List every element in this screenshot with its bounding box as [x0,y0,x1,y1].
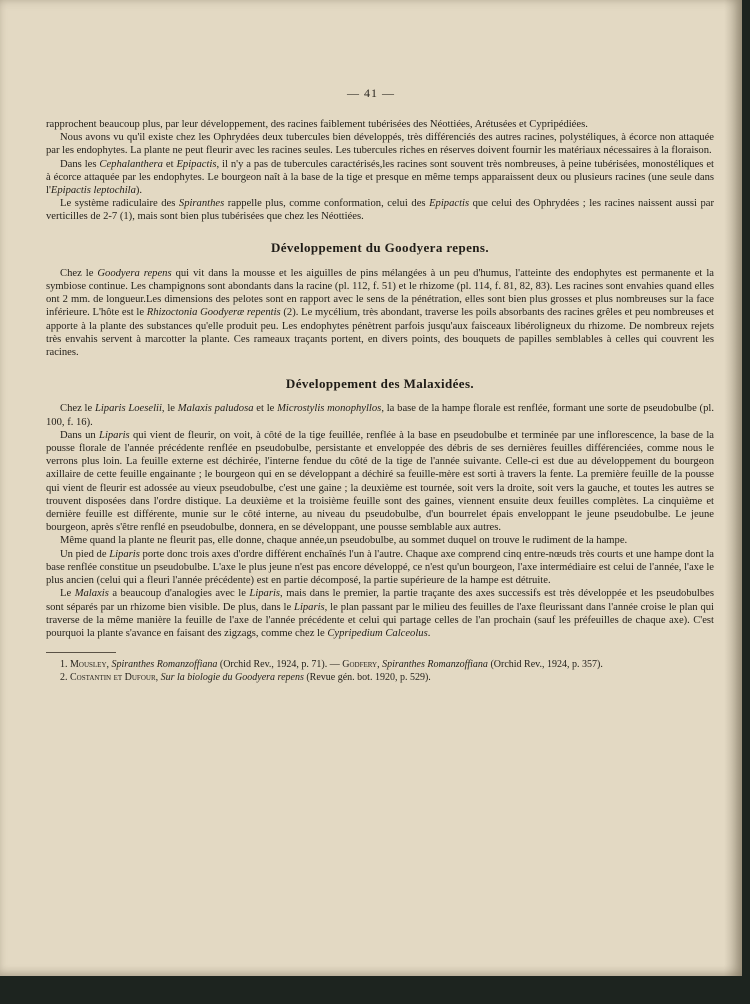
intro-paragraph: rapprochent beaucoup plus, par leur développement, des racines faiblement tubérisées des Néottiées, Arétusées et Cypripédiées. [46,119,588,130]
footnote-1: 1. Mousley, Spiranthes Romanzoffiana (Orchid Rev., 1924, p. 71). — Godfery, Spiranthes Romanzoffiana (Orchid Rev., 1924, p. 357). [60,659,603,671]
section-heading-malaxidees: Développement des Malaxidées. [285,376,475,392]
malaxidees-paragraph: Un pied de Liparis porte donc trois axes d'ordre différent enchaînés l'un à l'autre. Chaque axe comprend cinq entre-nœuds très courts et une hampe dont la base renflée constitue un pseudobulbe. L'axe le plus jeune n'est pas encore développé, ce n'est qu'un bourgeon, l'axe intermédiaire est celui de l'année, l'axe le plus ancien (celui qui a fleuri l'année précédente) est en partie décomposé, la partie supérieure de la hampe est détruite. [46,548,714,587]
page-body [46,118,714,684]
intro-paragraph: Le système radiculaire des Spiranthes rappelle plus, comme conformation, celui des Epipactis que celui des Ophrydées ; les racines naissent aussi par verticilles de 2-7 (1), mais sont bien plus tubérisées que chez les Néottiées. [46,198,714,223]
footnote-2: 2. Costantin et Dufour, Sur la biologie du Goodyera repens (Revue gén. bot. 1920, p. 529). [60,671,431,683]
intro-paragraph: Dans les Cephalanthera et Epipactis, il n'y a pas de tubercules caractérisés,les racines sont souvent très nombreuses, à peine tubérisées, monostéliques et à écorce attaquée par les endophytes. Le bourgeon naît à la base de la tige et presque en même temps apparaissent deux ou plusieurs racines (une seule dans l'Epipactis leptochila). [46,158,714,197]
malaxidees-paragraph: Même quand la plante ne fleurit pas, elle donne, chaque année,un pseudobulbe, au sommet duquel on trouve le rudiment de la hampe. [60,535,628,547]
footnotes [46,659,714,684]
footnote-divider [46,652,116,653]
goodyera-paragraph: Chez le Goodyera repens qui vit dans la mousse et les aiguilles de pins mélangées à un peu d'humus, l'atteinte des endophytes est permanente et la symbiose continue. Les champignons sont abondants dans la racine (pl. 112, f. 51) et le rhizome (pl. 114, f. 81, 82, 83). Les racines sont envahies quand elles ont 2 mm. de longueur.Les dimensions des pelotes sont en rapport avec le sens de la pénétration, elles sont bien plus grosses et plus nombreuses sur la face inférieure. L'hôte est le Rhizoctonia Goodyeræ repentis (2). Le mycélium, très abondant, traverse les poils absorbants des racines grêles et peu nombreuses et apporte à la plante des substances qu'elle produit peu. Les endophytes pénètrent parfois jusqu'aux faisceaux libéroligneux du rhizome. De nombreux rejets très envahis servent à marcotter la plante. Ces rameaux traçants portent, en divers points, des bouquets de papilles semblables à celles qui couvrent les racines. [46,267,715,359]
intro-paragraph: Nous avons vu qu'il existe chez les Ophrydées deux tubercules bien développés, très différenciés des autres racines, polystéliques, à écorce non attaquée par les endophytes. La plante ne peut fleurir avec les racines seules. Les tubercules riches en réserves doivent fournir les matériaux nécessaires à la floraison. [46,132,714,157]
malaxidees-paragraph: Chez le Liparis Loeselii, le Malaxis paludosa et le Microstylis monophyllos, la base de la hampe florale est renflée, formant une sorte de pseudobulbe (pl. 100, f. 16). [46,403,714,428]
section-heading-goodyera: Développement du Goodyera repens. [270,239,490,255]
malaxidees-paragraph: Le Malaxis a beaucoup d'analogies avec le Liparis, mais dans le premier, la partie traçante des axes successifs est très développée et les pseudobulbes sont séparés par un rhizome bien visible. De plus, dans le Liparis, le plan passant par le milieu des feuilles de l'axe fleurissant dans l'année croise le plan qui traverse de la même manière la feuille de l'axe de l'année précédente et celui qui partage celles de l'an prochain (sauf les préfeuilles de chaque axe). C'est pourquoi la plante s'avance en faisant des zigzags, comme chez le Cypripedium Calceolus. [46,588,714,639]
malaxidees-paragraph: Dans un Liparis qui vient de fleurir, on voit, à côté de la tige feuillée, renflée à la base en pseudobulbe et terminée par une inflorescence, la base de la pousse florale de l'année précédente renflée en pseudobulbe, persistante et enveloppée des débris de ses dernières feuilles différenciées, comme nous le verrons plus loin. La feuille externe est déchirée, l'interne fendue du côté de la tige de l'année suivante. Celle-ci est due au développement du bourgeon axillaire de cette feuille engainante ; le bourgeon qui en se développant a déchiré sa feuille-mère est sorti à travers la fente. La première feuille de la pousse qui vient de fleurir est adossée au vieux pseudobulbe, c'est une gaine ; la deuxième est tournée, soit vers la droite, soit vers la gauche, et toutes les autres se trouvent disposées dans l'ordre distique. La deuxième et la troisième feuille sont des gaines, viennent ensuite deux feuilles complètes. La cinquième et dernière feuille est différente, munie sur le côté interne, au niveau du pseudobulbe, d'un bourrelet épais enveloppant le jeune pseudobulbe. Le jeune bourgeon, après s'être renflé en pseudobulbe, donnera, en se développant, une pousse semblable aux autres. [46,429,714,534]
page-number: — 41 — [347,86,395,100]
